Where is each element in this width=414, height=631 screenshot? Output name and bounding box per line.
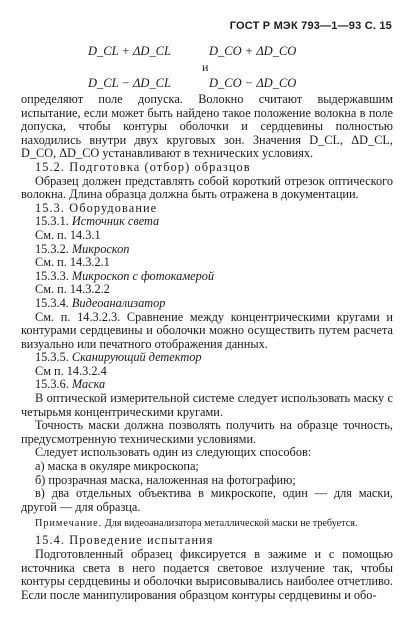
reference-15-3-2: См. п. 14.3.2.1 [35, 255, 110, 270]
heading-15-3: 15.3. Оборудование [35, 200, 158, 215]
subsection-number: 15.3.2. [35, 241, 69, 256]
subsection-15-3-2 [21, 243, 393, 257]
subsection-title: Микроскоп с фотокамерой [71, 268, 215, 283]
paragraph-mask-accuracy: Точность маски должна позволять получить на образце точность, предусмотренную техническими условиями. [21, 418, 393, 446]
note-text: Для видеоанализатора металлической маски не требуется. [104, 518, 358, 530]
subsection-title: Микроскоп [71, 241, 130, 256]
page-header: ГОСТ Р МЭК 793—1—93 С. 15 [229, 20, 392, 32]
paragraph-sample: Образец должен представлять собой короткий отрезок оптического волокна. Длина образца должна быть отражена в документации. [21, 173, 393, 202]
list-item-a: а) маска в окуляре микроскопа; [35, 459, 199, 474]
subsection-15-3-5 [21, 351, 393, 365]
subsection-15-3-3 [21, 270, 393, 284]
paragraph-tolerance: определяют поле допуска. Волокно считают выдержавшим испытание, если может быть найдено такое положение волокна в поле допуска, чтобы контуры оболочки и сердцевины полностью находились внутри двух круговых зон. Значения D_CL, ΔD_CL, D_CO, ΔD_CO устанавливают в технических условиях. [21, 92, 393, 161]
subsection-title: Источник света [71, 214, 160, 229]
paragraph-procedure: Подготовленный образец фиксируется в зажиме и с помощью источника света в него подается световое излучение так, чтобы контуры сердцевины и оболочки вырисовывались наиболее отчетливо. Если после манипулирования образцом контуры сердцевины и обо- [21, 547, 393, 602]
note-label: Примечание. [35, 518, 103, 530]
subsection-number: 15.3.3. [35, 268, 69, 283]
reference-15-3-5: См п. 14.3.2.4 [35, 363, 107, 378]
subsection-number: 15.3.1. [35, 214, 69, 229]
paragraph-mask: В оптической измерительной системе следует использовать маску с четырьмя концентрическими кругами. [21, 391, 393, 419]
reference-15-3-1: См. п. 14.3.1 [35, 227, 101, 242]
body-text [21, 93, 393, 602]
subsection-number: 15.3.4. [35, 295, 69, 310]
subsection-title: Маска [71, 377, 106, 392]
conjunction-and: и [202, 60, 209, 74]
list-item-b: б) прозрачная маска, наложенная на фотографию; [35, 472, 296, 487]
paragraph-video-analyzer: См. п. 14.3.2.3. Сравнение между концентрическими кругами и контурами сердцевины и оболочки можно осуществить путем расчета визуально или печатного отображения данных. [21, 309, 393, 351]
note [21, 518, 393, 530]
formula-dcl-plus: D_CL + ΔD_CL [88, 44, 171, 58]
reference-15-3-3: См. п. 14.3.2.2 [35, 282, 110, 297]
list-item-c: в) два отдельных объектива в микроскопе, один — для маски, другой — для образца. [21, 486, 393, 514]
heading-15-4: 15.4. Проведение испытания [35, 533, 214, 548]
heading-15-2: 15.2. Подготовка (отбор) образцов [35, 159, 251, 174]
formula-dco-plus: D_CO + ΔD_CO [209, 44, 297, 58]
subsection-number: 15.3.6. [35, 377, 69, 392]
formula-dco-minus: D_CO − ΔD_CO [209, 76, 297, 90]
paragraph-methods: Следует использовать один из следующих способов: [35, 445, 312, 460]
subsection-15-3-1 [21, 215, 393, 229]
subsection-15-3-4 [21, 297, 393, 311]
subsection-title: Видеоанализатор [71, 295, 166, 310]
subsection-title: Сканирующий детектор [71, 350, 202, 365]
subsection-15-3-6 [21, 378, 393, 392]
formula-dcl-minus: D_CL − ΔD_CL [88, 76, 171, 90]
subsection-number: 15.3.5. [35, 350, 69, 365]
